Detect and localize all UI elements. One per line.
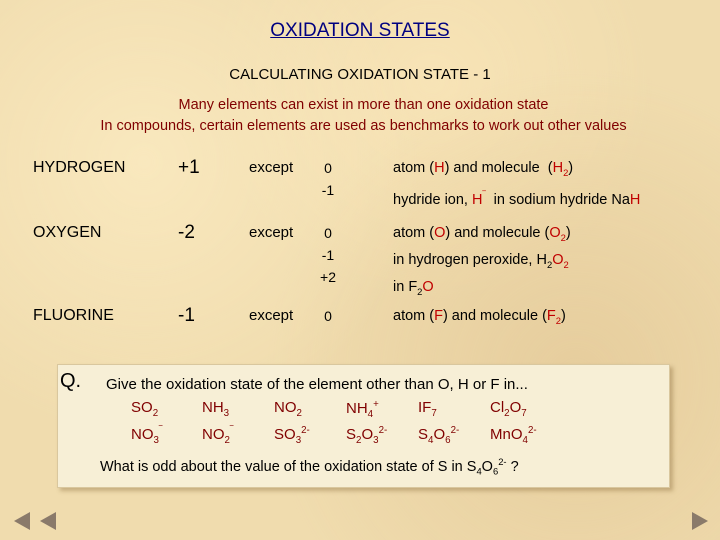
element-state-hydrogen: +1 [178, 157, 200, 178]
species-s2o3-2minus: $S_2O_3^{2-}$ [346, 425, 388, 446]
followup-question: What is odd about the value of the oxidation state of S in $S_4O_6^{2-}$ ? [100, 456, 519, 477]
element-name-fluorine: FLUORINE [33, 307, 114, 324]
desc-line: atom (O) and molecule $(O_2)$ [393, 225, 571, 243]
question-text: Give the oxidation state of the element other than O, H or F in... [106, 376, 528, 393]
exception-desc-fluorine [393, 305, 566, 332]
exception-desc-oxygen [393, 222, 571, 303]
desc-line: in $F_2O$ [393, 278, 434, 297]
desc-line: atom (F) and molecule $(F_2)$ [393, 308, 566, 326]
desc-line: in hydrogen peroxide, $H_2O_2$ [393, 251, 569, 270]
exception-values-fluorine [310, 305, 346, 327]
species-if7: $IF_7$ [418, 399, 437, 419]
question-label: Q. [60, 370, 82, 392]
subtitle: CALCULATING OXIDATION STATE - 1 [229, 66, 491, 83]
intro-line-2: In compounds, certain elements are used as benchmarks to work out other values [100, 118, 627, 134]
species-cl2o7: $Cl_2O_7$ [490, 399, 527, 419]
species-no3-minus: $NO_3^‾$ [131, 425, 163, 446]
element-state-fluorine: -1 [178, 305, 195, 326]
except-label-oxygen: except [249, 224, 294, 241]
species-no2: $NO_2$ [274, 399, 302, 419]
exception-value: 0 [324, 308, 332, 324]
element-state-oxygen: -2 [178, 222, 195, 243]
species-nh3: $NH_3$ [202, 399, 230, 419]
exception-value: 0 [324, 225, 332, 241]
species-s4o6-2minus: $S_4O_6^{2-}$ [418, 425, 460, 446]
desc-line: atom (H) and molecule $(H_2)$ [393, 160, 574, 178]
exception-value: -1 [321, 182, 335, 198]
desc-line: hydride ion, H‾ in sodium hydride NaH [393, 188, 641, 208]
first-slide-icon[interactable] [40, 512, 56, 530]
except-label-fluorine: except [249, 307, 294, 324]
exception-value: +2 [320, 269, 336, 285]
next-slide-icon[interactable] [692, 512, 708, 530]
exception-values-hydrogen [310, 157, 346, 201]
except-label-hydrogen: except [249, 159, 294, 176]
exception-desc-hydrogen [393, 157, 640, 211]
species-so2: $SO_2$ [131, 399, 159, 419]
element-name-hydrogen: HYDROGEN [33, 159, 126, 176]
exception-value: -1 [321, 247, 335, 263]
page-title: OXIDATION STATES [270, 20, 450, 41]
species-no2-minus: $NO_2^‾$ [202, 425, 234, 446]
element-name-oxygen: OXYGEN [33, 224, 102, 241]
exception-value: 0 [324, 160, 332, 176]
previous-slide-icon[interactable] [14, 512, 30, 530]
species-so3-2minus: $SO_3^{2-}$ [274, 425, 310, 446]
species-mno4-2minus: MnO$_4^{2-}$ [490, 425, 537, 446]
intro-line-1: Many elements can exist in more than one oxidation state [178, 97, 549, 113]
species-nh4-plus: $NH_4^+$ [346, 399, 379, 420]
exception-values-oxygen [310, 222, 346, 288]
